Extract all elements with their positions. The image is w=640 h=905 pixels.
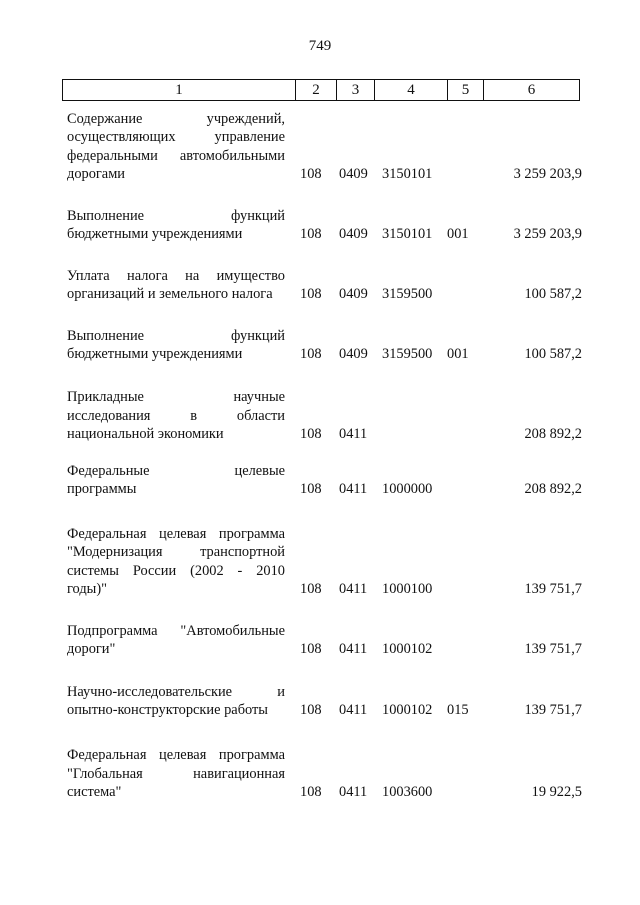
row-description	[67, 622, 285, 659]
target-article-code: 1000102	[382, 641, 433, 657]
table-row	[0, 462, 640, 499]
amount: 139 751,7	[524, 641, 582, 657]
ministry-code: 108	[300, 426, 322, 442]
ministry-code: 108	[300, 226, 322, 242]
description-line: Подпрограмма "Автомобильные	[67, 622, 285, 639]
row-description	[67, 110, 285, 184]
amount: 3 259 203,9	[513, 226, 582, 242]
description-line: опытно-конструкторские работы	[67, 702, 268, 718]
header-col-2: 2	[296, 80, 337, 100]
description-line: Федеральная целевая программа	[67, 525, 285, 542]
section-code: 0409	[339, 166, 368, 182]
description-line: исследования в области	[67, 407, 285, 424]
target-article-code: 1000000	[382, 481, 433, 497]
amount: 208 892,2	[524, 481, 582, 497]
row-description	[67, 462, 285, 499]
header-col-1: 1	[63, 80, 296, 100]
target-article-code: 1000100	[382, 581, 433, 597]
table-row	[0, 327, 640, 364]
table-row	[0, 207, 640, 244]
section-code: 0411	[339, 581, 368, 597]
section-code: 0411	[339, 481, 368, 497]
target-article-code: 3150101	[382, 226, 433, 242]
amount: 19 922,5	[531, 784, 582, 800]
row-description	[67, 525, 285, 599]
section-code: 0409	[339, 286, 368, 302]
description-line: система"	[67, 784, 122, 800]
table-row	[0, 747, 640, 802]
description-line: организаций и земельного налога	[67, 286, 273, 302]
description-line: дорогами	[67, 166, 126, 182]
table-header	[62, 79, 580, 101]
description-line: годы)"	[67, 581, 107, 597]
table-row	[0, 683, 640, 720]
row-description	[67, 327, 285, 364]
expense-type-code: 015	[447, 702, 469, 718]
description-line: программы	[67, 481, 137, 497]
description-line: Уплата налога на имущество	[67, 267, 285, 284]
header-col-4: 4	[375, 80, 448, 100]
description-line: национальной экономики	[67, 426, 224, 442]
description-line: Выполнение функций	[67, 207, 285, 224]
description-line: Выполнение функций	[67, 327, 285, 344]
amount: 100 587,2	[524, 286, 582, 302]
ministry-code: 108	[300, 784, 322, 800]
ministry-code: 108	[300, 286, 322, 302]
amount: 139 751,7	[524, 702, 582, 718]
ministry-code: 108	[300, 702, 322, 718]
section-code: 0411	[339, 426, 368, 442]
table-row	[0, 267, 640, 304]
ministry-code: 108	[300, 166, 322, 182]
description-line: бюджетными учреждениями	[67, 346, 243, 362]
table-row	[0, 110, 640, 184]
table-row	[0, 389, 640, 444]
description-line: дороги"	[67, 641, 116, 657]
section-code: 0411	[339, 702, 368, 718]
section-code: 0409	[339, 226, 368, 242]
description-line: осуществляющих управление	[67, 129, 285, 145]
target-article-code: 1003600	[382, 784, 433, 800]
description-line: "Глобальная навигационная	[67, 765, 285, 782]
description-line: "Модернизация транспортной	[67, 544, 285, 560]
section-code: 0411	[339, 784, 368, 800]
target-article-code: 3159500	[382, 286, 433, 302]
description-line: Федеральные целевые	[67, 462, 285, 479]
target-article-code: 3159500	[382, 346, 433, 362]
ministry-code: 108	[300, 581, 322, 597]
section-code: 0411	[339, 641, 368, 657]
description-line: Прикладные научные	[67, 389, 285, 405]
page-number: 749	[308, 38, 332, 54]
header-col-3: 3	[337, 80, 375, 100]
amount: 3 259 203,9	[513, 166, 582, 182]
target-article-code: 3150101	[382, 166, 433, 182]
amount: 139 751,7	[524, 581, 582, 597]
expense-type-code: 001	[447, 346, 469, 362]
amount: 100 587,2	[524, 346, 582, 362]
header-col-6: 6	[527, 82, 536, 98]
row-description	[67, 746, 285, 802]
amount: 208 892,2	[524, 426, 582, 442]
row-description	[67, 207, 285, 244]
ministry-code: 108	[300, 481, 322, 497]
table-row	[0, 525, 640, 599]
description-line: федеральными автомобильными	[67, 147, 285, 164]
row-description	[67, 683, 285, 720]
header-col-5: 5	[448, 80, 484, 100]
row-description	[67, 267, 285, 304]
description-line: Федеральная целевая программа	[67, 747, 285, 763]
row-description	[67, 388, 285, 444]
description-line: Научно-исследовательские и	[67, 683, 285, 700]
expense-type-code: 001	[447, 226, 469, 242]
description-line: системы России (2002 - 2010	[67, 562, 285, 579]
section-code: 0409	[339, 346, 368, 362]
table-row	[0, 622, 640, 659]
target-article-code: 1000102	[382, 702, 433, 718]
description-line: бюджетными учреждениями	[67, 226, 243, 242]
ministry-code: 108	[300, 346, 322, 362]
description-line: Содержание учреждений,	[67, 110, 285, 127]
ministry-code: 108	[300, 641, 322, 657]
